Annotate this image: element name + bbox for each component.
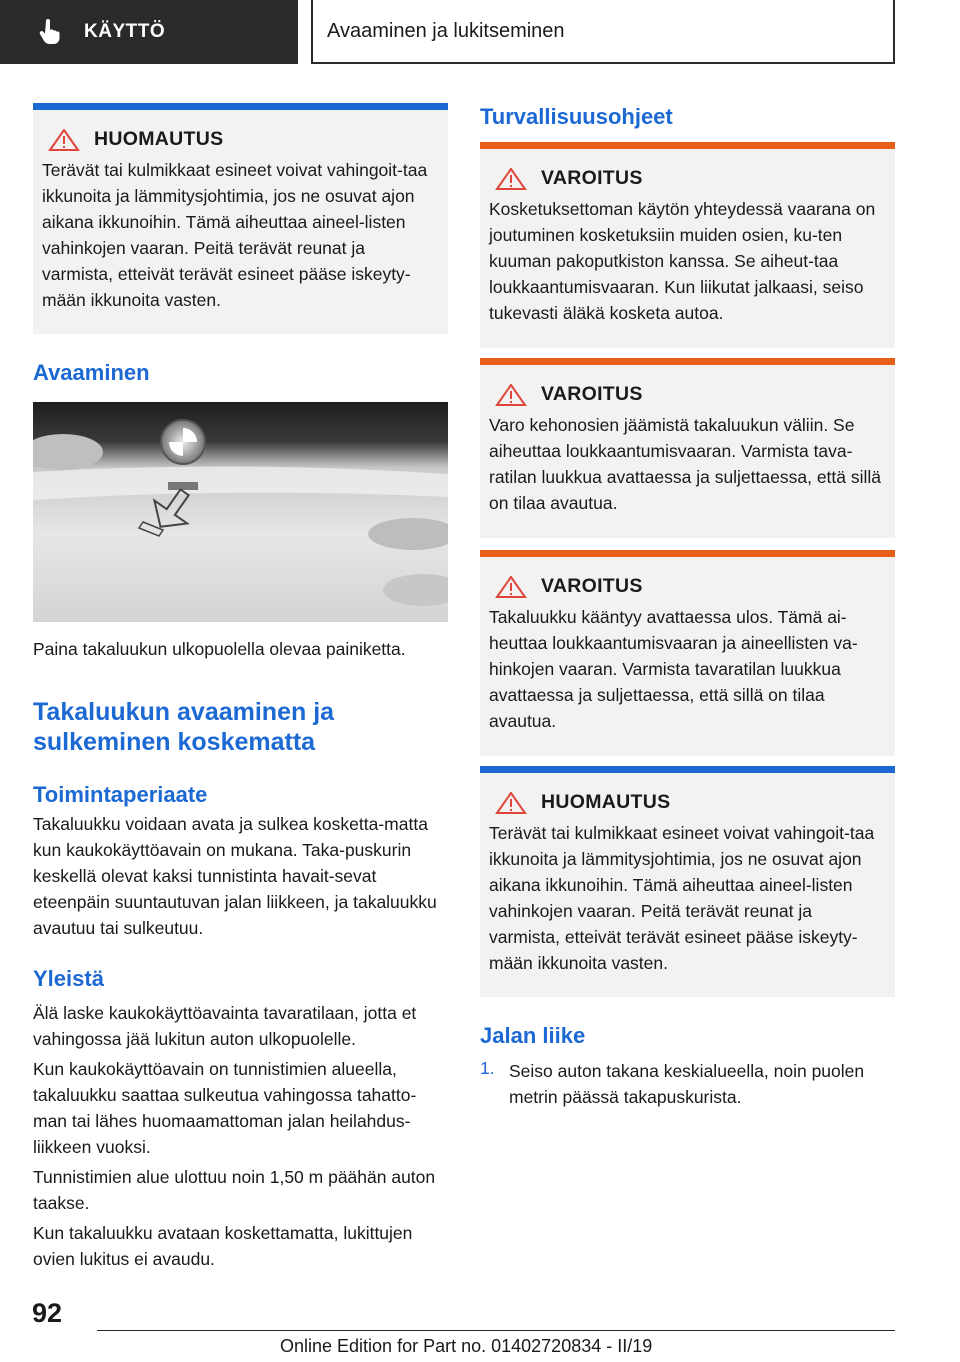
step-text: Seiso auton takana keskialueella, noin puolen metrin päässä takapuskurista. xyxy=(509,1061,865,1107)
section-heading-handsfree xyxy=(33,697,448,757)
warning-box-3 xyxy=(480,550,895,756)
notice-text: Terävät tai kulmikkaat esineet voivat vahingoit-taa ikkunoita ja lämmitysjohtimia, jos ne osuvat ajon aikana ikkunoihin. Tämä aiheuttaa aineel-listen vahinkojen vaaran. Peitä terävät reunat ja varmista, etteivät terävät esineet pääse iskeyty-mään ikkunoita vasten. xyxy=(42,160,428,310)
warning-text: Kosketuksettoman käytön yhteydessä vaarana on joutuminen kosketuksiin muiden osien, ku-ten kuuman pakoputkiston kanssa. Se aiheut-taa loukkaantumisvaaran. Kun liikutat jalkaasi, seiso tukevasti äläkä kosketa autoa. xyxy=(489,199,876,323)
warning-triangle-icon xyxy=(495,576,527,598)
page-header-title: Avaaminen ja lukitseminen xyxy=(311,0,895,64)
hand-pointer-icon xyxy=(38,19,64,45)
notice-box xyxy=(33,103,448,334)
warning-heading-label: VAROITUS xyxy=(541,575,643,597)
yleista-paragraph-2: Kun kaukokäyttöavain on tunnistimien alueella, takaluukku saattaa sulkeutua vahingossa tahatto-man tai lähes huomaamattoman jalan heilahdus-liikkeen vuoksi. xyxy=(33,1059,417,1157)
warning-text: Varo kehonosien jäämistä takaluukun väliin. Se aiheuttaa loukkaantumisvaaran. Varmista tava-ratilan luukkua avattaessa ja suljettaessa, että sillä on tilaa avautua. xyxy=(489,415,882,513)
section-heading-line2: sulkeminen koskematta xyxy=(33,728,316,756)
edition-note: Online Edition for Part no. 01402720834 - II/19 xyxy=(280,1336,653,1356)
warning-heading xyxy=(489,575,885,598)
warning-heading xyxy=(489,383,885,406)
subheading-toimintaperiaate: Toimintaperiaate xyxy=(33,782,208,807)
warning-box-2 xyxy=(480,358,895,538)
warning-box-1 xyxy=(480,142,895,348)
notice-text: Terävät tai kulmikkaat esineet voivat vahingoit-taa ikkunoita ja lämmitysjohtimia, jos ne osuvat ajon aikana ikkunoihin. Tämä aiheuttaa aineel-listen vahinkojen vaaran. Peitä terävät reunat ja varmista, etteivät terävät esineet pääse iskeyty-mään ikkunoita vasten. xyxy=(489,823,875,973)
warning-heading-label: VAROITUS xyxy=(541,167,643,189)
section-heading-avaaminen: Avaaminen xyxy=(33,360,150,385)
warning-heading xyxy=(489,167,885,190)
warning-triangle-icon xyxy=(495,168,527,190)
step-number: 1. xyxy=(480,1058,495,1078)
chapter-tab[interactable] xyxy=(0,0,298,64)
notice-box-2 xyxy=(480,766,895,997)
yleista-paragraph-3: Tunnistimien alue ulottuu noin 1,50 m päähän auton taakse. xyxy=(33,1167,436,1213)
warning-text: Takaluukku kääntyy avattaessa ulos. Tämä ai-heuttaa loukkaantumisvaaran ja aineellisten va-hinkojen vaaran. Varmista tavaratilan luukkua avattaessa ja suljettaessa, että sillä on tilaa avautua. xyxy=(489,607,858,731)
chapter-tab-label: KÄYTTÖ xyxy=(84,21,166,42)
warning-triangle-icon xyxy=(495,384,527,406)
subheading-jalan-liike: Jalan liike xyxy=(480,1023,586,1048)
toimintaperiaate-text: Takaluukku voidaan avata ja sulkea kosketta-matta kun kaukokäyttöavain on mukana. Taka-puskurin keskellä olevat kaksi tunnistinta havait-sevat eteenpäin suuntautuvan jalan liikkeen, ja takaluukku avautuu tai sulkeutuu. xyxy=(33,814,437,938)
warning-triangle-icon xyxy=(48,129,80,151)
section-heading-turvallisuusohjeet: Turvallisuusohjeet xyxy=(480,104,673,129)
yleista-paragraph-4: Kun takaluukku avataan koskettamatta, lukittujen ovien lukitus ei avaudu. xyxy=(33,1223,413,1269)
subheading-yleista: Yleistä xyxy=(33,966,104,991)
tailgate-button-photo xyxy=(33,402,448,622)
notice-heading xyxy=(489,791,885,814)
section-heading-line1: Takaluukun avaaminen ja xyxy=(33,698,335,726)
notice-heading-label: HUOMAUTUS xyxy=(94,128,224,150)
page-number: 92 xyxy=(32,1298,63,1328)
footer-divider xyxy=(97,1330,895,1331)
notice-heading xyxy=(42,128,438,151)
notice-heading-label: HUOMAUTUS xyxy=(541,791,671,813)
warning-triangle-icon xyxy=(495,792,527,814)
photo-caption: Paina takaluukun ulkopuolella olevaa painiketta. xyxy=(33,639,406,659)
yleista-paragraph-1: Älä laske kaukokäyttöavainta tavaratilaan, jotta et vahingossa jää lukitun auton ulkopuolelle. xyxy=(33,1003,417,1049)
warning-heading-label: VAROITUS xyxy=(541,383,643,405)
